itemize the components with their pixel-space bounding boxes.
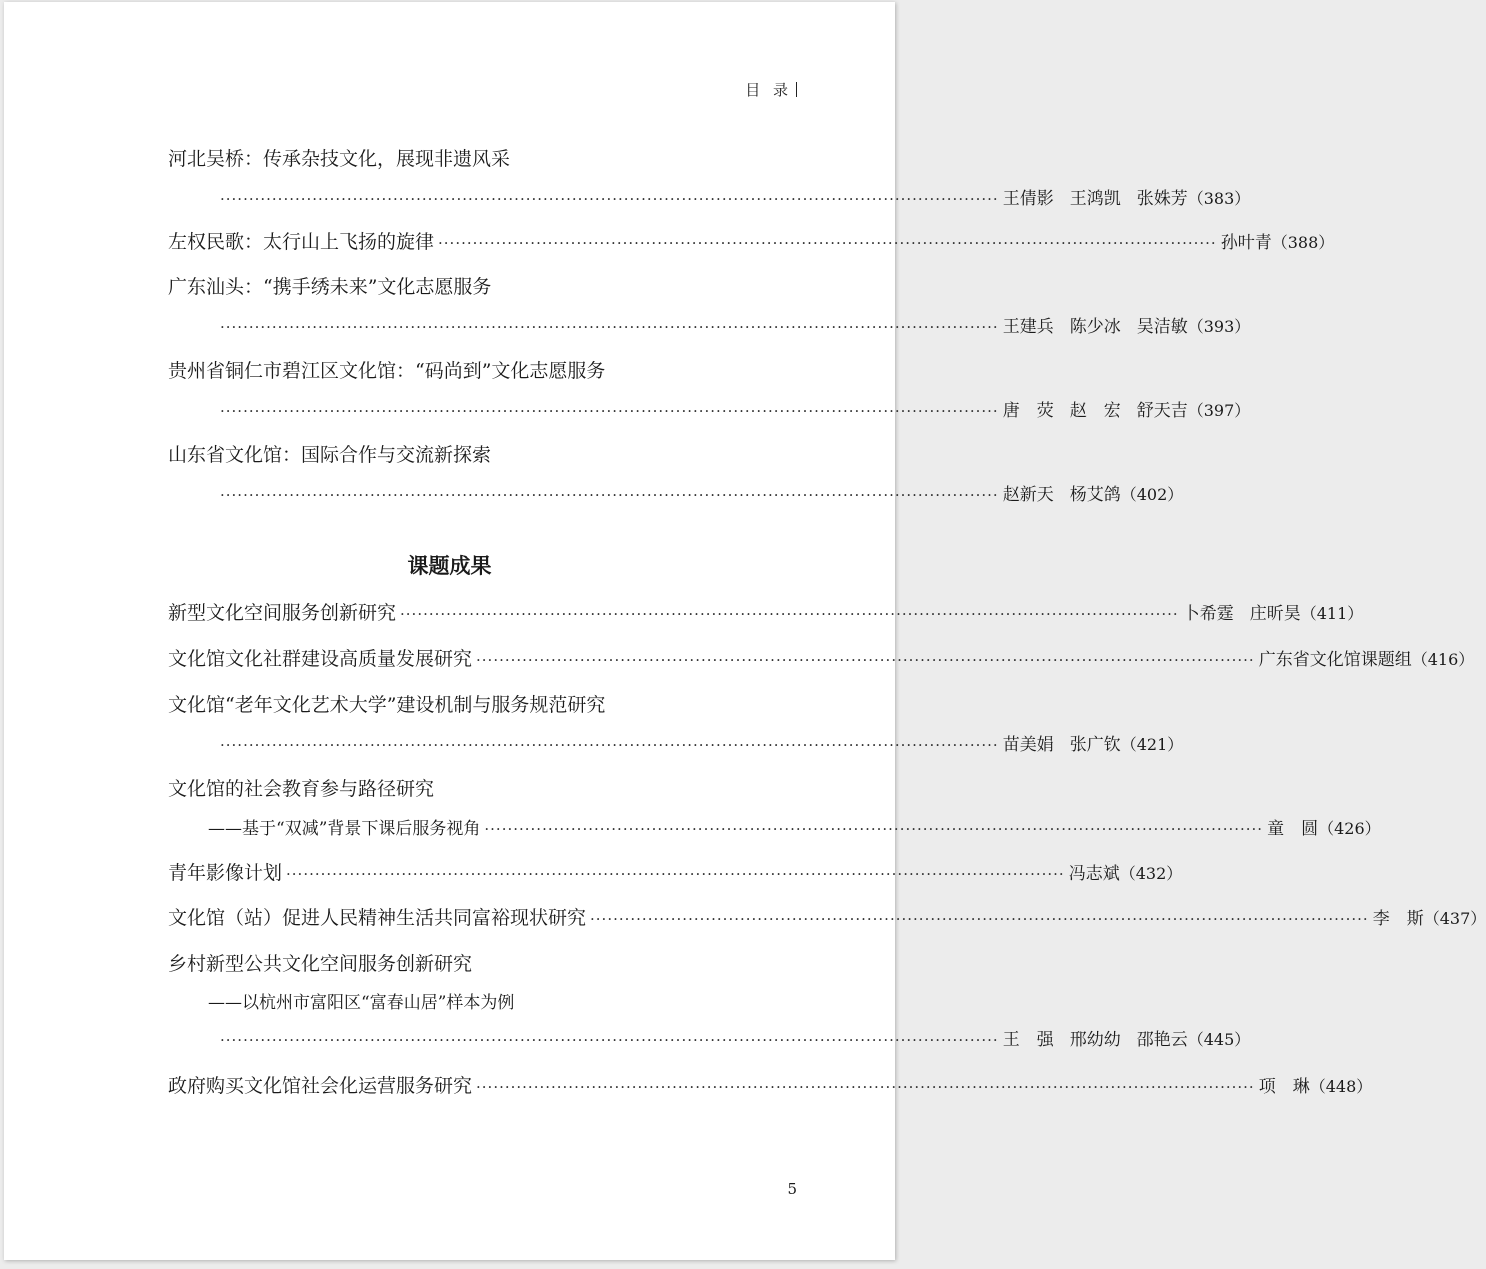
entry-title: 文化馆文化社群建设高质量发展研究 (168, 648, 473, 670)
author-name: 李 斯 (1372, 909, 1424, 929)
toc-entry[interactable] (168, 775, 1381, 843)
author-name: 王鸿凯 (1069, 189, 1121, 209)
entry-page: （416） (1411, 650, 1475, 669)
author-name: 卜希霆 (1182, 604, 1234, 624)
author-name: 张姝芳 (1136, 189, 1188, 209)
entry-page: （402） (1120, 485, 1184, 504)
entry-authors (1003, 731, 1121, 759)
entry-page: （437） (1423, 909, 1486, 928)
toc-entry[interactable] (168, 228, 1335, 256)
toc-entry[interactable] (168, 691, 1184, 759)
author-name: 唐 荧 (1002, 401, 1054, 421)
entry-authors (1267, 815, 1318, 843)
leader-dots: ······································································································································· (400, 605, 1179, 623)
author-name: 赵 宏 (1069, 401, 1121, 421)
running-header (745, 79, 797, 100)
leader-dots: ······································································································································· (484, 820, 1264, 838)
leader-dots: ······································································································································· (220, 486, 999, 504)
author-name: 童 圆 (1267, 819, 1319, 839)
author-name: 陈少冰 (1069, 317, 1121, 337)
author-name: 邢幼幼 (1069, 1030, 1121, 1050)
author-name: 赵新天 (1002, 485, 1054, 505)
toc-entry[interactable] (168, 273, 1251, 341)
entry-title: 山东省文化馆：国际合作与交流新探索 (168, 444, 492, 466)
entry-authors (1069, 860, 1120, 888)
author-name: 舒天吉 (1136, 401, 1188, 421)
entry-title: 贵州省铜仁市碧江区文化馆：“码尚到”文化志愿服务 (168, 360, 606, 382)
entry-subtitle: ——基于“双减”背景下课后服务视角 (208, 819, 481, 839)
author-name: 王 强 (1002, 1030, 1054, 1050)
author-name: 吴洁敏 (1136, 317, 1188, 337)
entry-authors (1003, 1026, 1188, 1054)
author-name: 王建兵 (1002, 317, 1054, 337)
entry-authors (1259, 646, 1412, 674)
author-name: 张广钦 (1069, 735, 1121, 755)
author-name: 广东省文化馆课题组 (1258, 650, 1412, 670)
toc-entry[interactable] (168, 950, 1251, 1054)
entry-title: 河北吴桥：传承杂技文化，展现非遗风采 (168, 148, 511, 170)
entry-title: 广东汕头：“携手绣未来”文化志愿服务 (168, 276, 492, 298)
toc-entry[interactable] (168, 599, 1364, 627)
leader-dots: ······································································································································· (220, 190, 999, 208)
author-name: 杨艾鸽 (1069, 485, 1121, 505)
entry-title: 新型文化空间服务创新研究 (168, 602, 397, 624)
author-name: 项 琳 (1258, 1077, 1310, 1097)
page-number: 5 (787, 1180, 797, 1198)
toc-entry[interactable] (168, 145, 1251, 213)
entry-authors (1003, 481, 1121, 509)
author-name: 庄昕昊 (1249, 604, 1301, 624)
leader-dots: ······································································································································· (220, 1031, 999, 1049)
leader-dots: ······································································································································· (220, 736, 999, 754)
toc-entry[interactable] (168, 859, 1183, 887)
author-name: 孙叶青 (1220, 233, 1272, 253)
entry-authors (1259, 1073, 1310, 1101)
entry-authors (1221, 229, 1272, 257)
leader-dots: ······································································································································· (590, 910, 1369, 928)
entry-authors (1003, 313, 1188, 341)
entry-page: （393） (1187, 317, 1251, 336)
header-divider (796, 82, 797, 97)
entry-title: 文化馆“老年文化艺术大学”建设机制与服务规范研究 (168, 694, 606, 716)
leader-dots: ······································································································································· (220, 402, 999, 420)
toc-entry[interactable] (168, 441, 1184, 509)
toc-entry[interactable] (168, 904, 1486, 932)
entry-title: 青年影像计划 (168, 862, 283, 884)
entry-page: （421） (1120, 735, 1184, 754)
entry-title: 左权民歌：太行山上飞扬的旋律 (168, 231, 435, 253)
toc-entry[interactable] (168, 1072, 1373, 1100)
entry-subtitle: ——以杭州市富阳区“富春山居”样本为例 (208, 993, 515, 1013)
entry-authors (1003, 185, 1188, 213)
entry-title: 文化馆（站）促进人民精神生活共同富裕现状研究 (168, 907, 587, 929)
leader-dots: ······································································································································· (476, 1078, 1255, 1096)
entry-page: （388） (1271, 233, 1335, 252)
header-label: 目 录 (745, 81, 792, 99)
section-title: 课题成果 (407, 554, 492, 578)
leader-dots: ······································································································································· (438, 234, 1217, 252)
leader-dots: ······································································································································· (476, 651, 1255, 669)
entry-page: （432） (1119, 864, 1183, 883)
entry-page: （383） (1187, 189, 1251, 208)
document-page (4, 2, 1486, 1260)
entry-page: （426） (1318, 819, 1381, 838)
entry-page: （448） (1309, 1077, 1373, 1096)
entry-page: （411） (1300, 604, 1364, 623)
entry-authors (1373, 905, 1424, 933)
author-name: 王倩影 (1002, 189, 1054, 209)
entry-authors (1183, 600, 1301, 628)
entry-title: 乡村新型公共文化空间服务创新研究 (168, 953, 473, 975)
entry-authors (1003, 397, 1188, 425)
author-name: 苗美娟 (1002, 735, 1054, 755)
toc-entry[interactable] (168, 645, 1475, 673)
toc-entry[interactable] (168, 357, 1251, 425)
entry-title: 政府购买文化馆社会化运营服务研究 (168, 1075, 473, 1097)
entry-page: （445） (1187, 1030, 1251, 1049)
author-name: 冯志斌 (1068, 864, 1120, 884)
leader-dots: ······································································································································· (286, 865, 1065, 883)
author-name: 邵艳云 (1136, 1030, 1188, 1050)
entry-title: 文化馆的社会教育参与路径研究 (168, 778, 435, 800)
entry-page: （397） (1187, 401, 1251, 420)
leader-dots: ······································································································································· (220, 318, 999, 336)
